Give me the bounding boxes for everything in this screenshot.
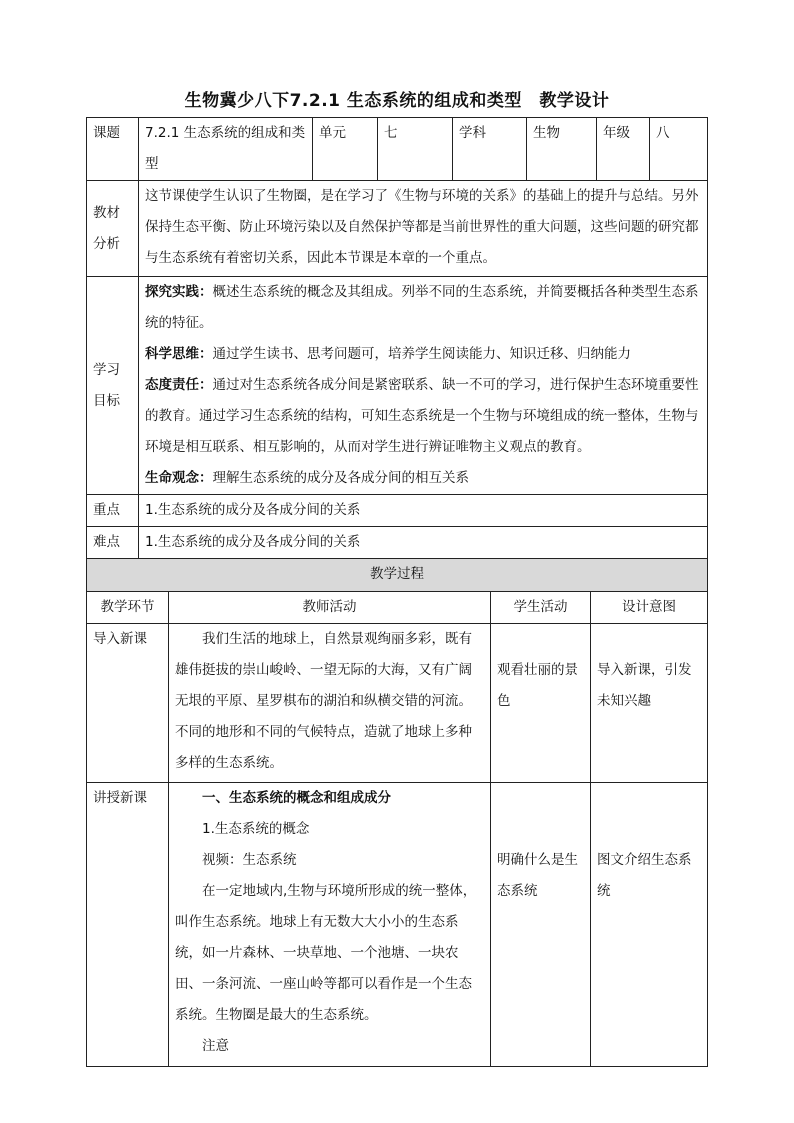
- column-header: 设计意图: [591, 592, 708, 624]
- teacher-activity-intro: 我们生活的地球上，自然景观绚丽多彩，既有雄伟挺拔的崇山峻岭、一望无际的大海，又有广阔无垠的平原、星罗棋布的湖泊和纵横交错的河流。不同的地形和不同的气候特点，造就了地球上多种多样的生态系统。: [169, 624, 491, 783]
- objective-life: 生命观念：理解生态系统的成分及各成分间的相互关系: [145, 470, 469, 486]
- grade-value: 八: [650, 118, 708, 181]
- keypoint-text: 1.生态系统的成分及各成分间的关系: [139, 495, 708, 527]
- column-header: 教学环节: [87, 592, 169, 624]
- column-header: 学生活动: [491, 592, 591, 624]
- analysis-label: 教材分析: [87, 181, 139, 277]
- page-title: 生物冀少八下7.2.1 生态系统的组成和类型 教学设计: [184, 91, 610, 111]
- unit-label: 单元: [313, 118, 378, 181]
- unit-value: 七: [378, 118, 453, 181]
- student-activity-new: 明确什么是生态系统: [491, 783, 591, 1067]
- note-text: 注意: [202, 1038, 229, 1054]
- section-heading: 一、生态系统的概念和组成成分: [202, 790, 391, 806]
- design-intent-new: 图文介绍生态系统: [591, 783, 708, 1067]
- objective-practice: 探究实践：概述生态系统的概念及其组成。列举不同的生态系统，并简要概括各种类型生态系统的特征。: [145, 284, 699, 331]
- analysis-text: 这节课使学生认识了生物圈，是在学习了《生物与环境的关系》的基础上的提升与总结。另外保持生态平衡、防止环境污染以及自然保护等都是当前世界性的重大问题，这些问题的研究都与生态系统有着密切关系，因此本节课是本章的一个重点。: [139, 181, 708, 277]
- column-header: 教师活动: [169, 592, 491, 624]
- difficulty-text: 1.生态系统的成分及各成分间的关系: [139, 527, 708, 559]
- design-intent-intro: 导入新课，引发未知兴趣: [591, 624, 708, 783]
- process-heading: 教学过程: [87, 559, 708, 592]
- student-activity-intro: 观看壮丽的景色: [491, 624, 591, 783]
- video-note: 视频：生态系统: [202, 852, 297, 868]
- objective-thinking: 科学思维：通过学生读书、思考问题可，培养学生阅读能力、知识迁移、归纳能力: [145, 346, 631, 362]
- topic-value: 7.2.1 生态系统的组成和类型: [139, 118, 313, 181]
- process-table: [86, 558, 708, 1067]
- objective-attitude: 态度责任：通过对生态系统各成分间是紧密联系、缺一不可的学习，进行保护生态环境重要性的教育。通过学习生态系统的结构，可知生态系统是一个生物与环境组成的统一整体，生物与环境是相互联系、相互影响的，从而对学生进行辨证唯物主义观点的教育。: [145, 377, 699, 455]
- info-table: [86, 117, 708, 559]
- definition-text: 在一定地域内,生物与环境所形成的统一整体，叫作生态系统。地球上有无数大大小小的生态系统，如一片森林、一块草地、一个池塘、一块农田、一条河流、一座山岭等都可以看作是一个生态系统。生物圈是最大的生态系统。: [175, 883, 477, 1023]
- topic-label: 课题: [87, 118, 139, 181]
- keypoint-label: 重点: [87, 495, 139, 527]
- teacher-activity-new: [169, 783, 491, 1067]
- subject-value: 生物: [527, 118, 597, 181]
- grade-label: 年级: [597, 118, 650, 181]
- stage-intro: 导入新课: [87, 624, 169, 783]
- subsection-heading: 1.生态系统的概念: [202, 821, 310, 837]
- subject-label: 学科: [453, 118, 527, 181]
- stage-new-lesson: 讲授新课: [87, 783, 169, 1067]
- objectives-content: [139, 277, 708, 495]
- difficulty-label: 难点: [87, 527, 139, 559]
- objectives-label: 学习目标: [87, 277, 139, 495]
